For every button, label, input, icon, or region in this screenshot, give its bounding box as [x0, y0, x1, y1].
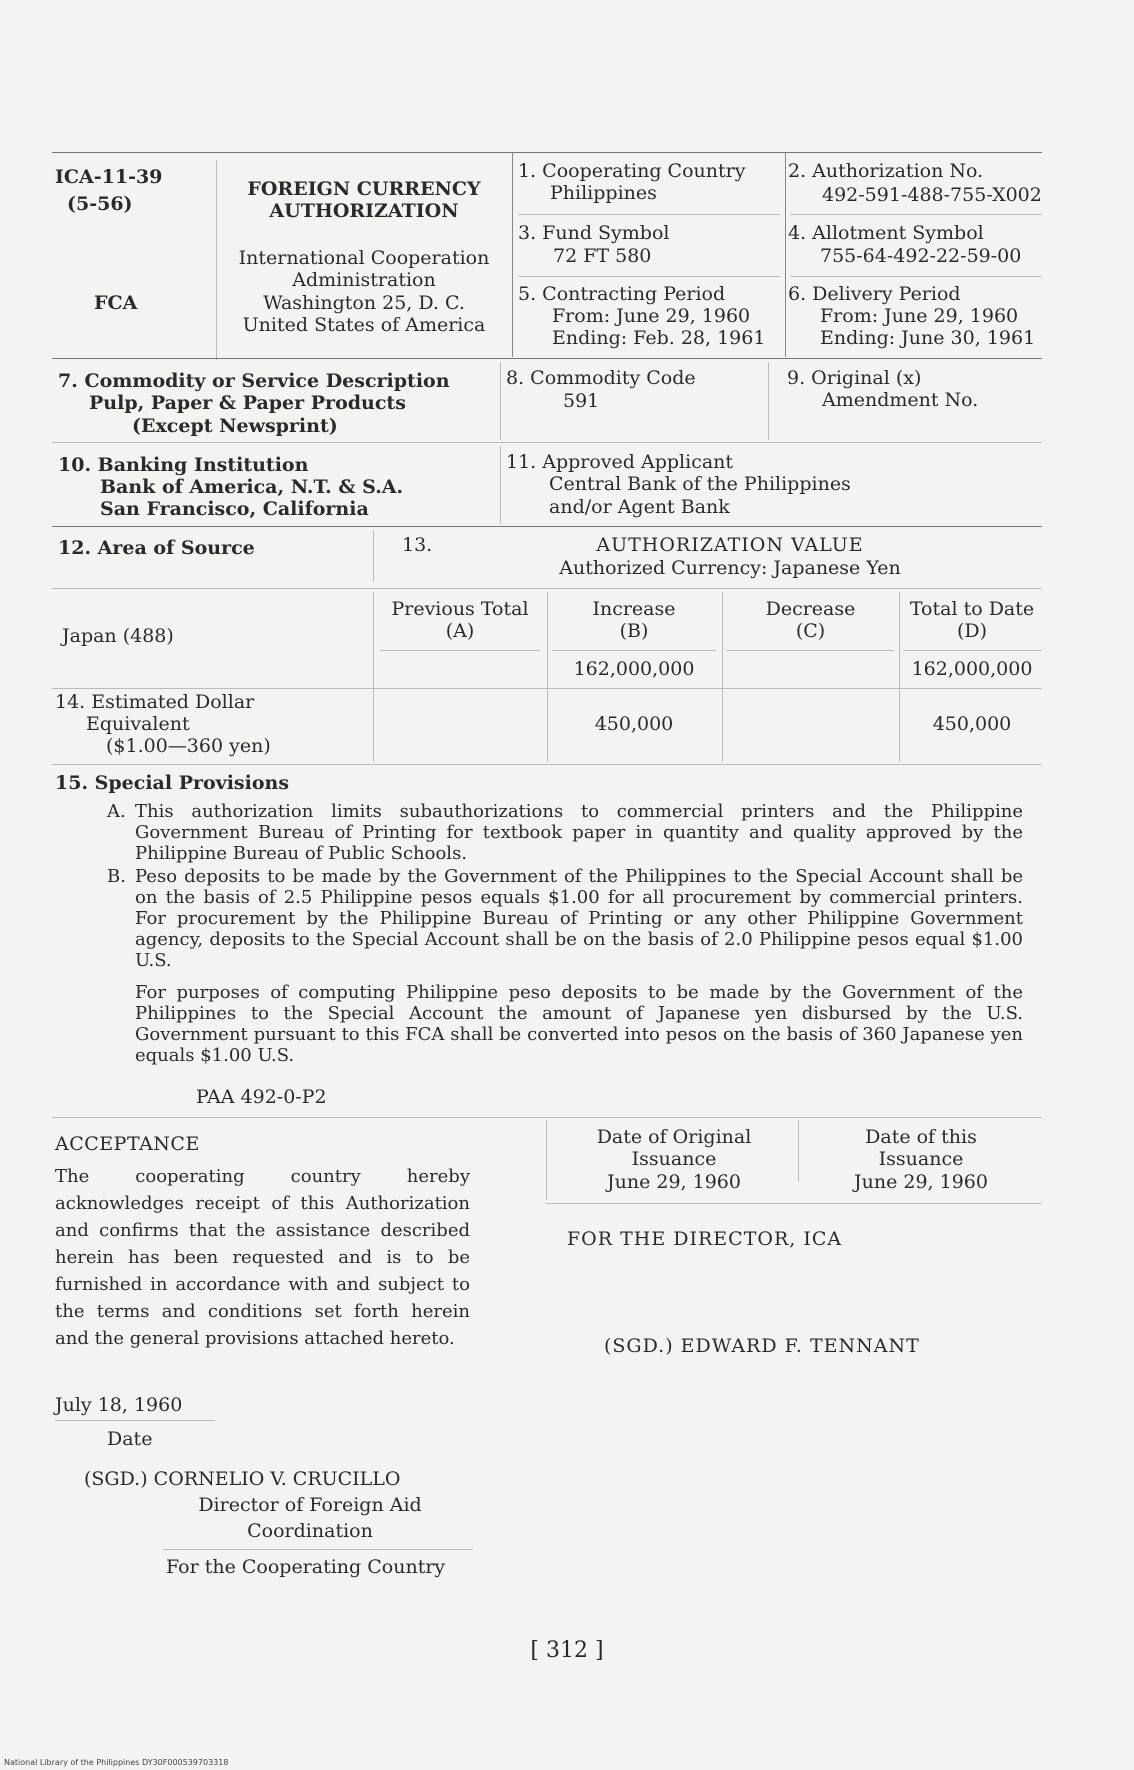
- rule-row10-bottom: [52, 526, 1042, 527]
- field13-number: 13.: [402, 534, 433, 556]
- form-title-line2: AUTHORIZATION: [269, 200, 459, 222]
- agency-line4: United States of America: [242, 314, 486, 336]
- field4-label: 4. Allotment Symbol: [788, 222, 984, 244]
- page-number: [ 312 ]: [530, 1638, 604, 1663]
- field5-ending: Ending: Feb. 28, 1961: [552, 327, 766, 349]
- field10-line2: San Francisco, California: [100, 498, 369, 520]
- rule-3: [518, 276, 780, 277]
- field3-label: 3. Fund Symbol: [518, 222, 670, 244]
- form-number: ICA-11-39: [55, 166, 163, 188]
- field1-value: Philippines: [550, 182, 657, 204]
- rule-table-mid: [52, 688, 1042, 689]
- field8-label: 8. Commodity Code: [506, 367, 696, 389]
- archive-footer: National Library of the Philippines DY30F000539703318: [4, 1758, 229, 1767]
- issuance-rule: [546, 1203, 1042, 1204]
- row7-divider: [500, 362, 501, 440]
- acceptance-title: ACCEPTANCE: [55, 1133, 200, 1155]
- field14-line2: Equivalent: [86, 713, 190, 735]
- field3-value: 72 FT 580: [553, 245, 652, 267]
- table-col-divider-1: [547, 592, 548, 762]
- paa-number: PAA 492-0-P2: [196, 1086, 327, 1108]
- provisions-label: 15. Special Provisions: [55, 772, 290, 794]
- table-header-rule-b: [552, 650, 716, 651]
- rule-4: [790, 276, 1042, 277]
- field14-line1: 14. Estimated Dollar: [55, 691, 255, 713]
- provision-b-text: Peso deposits to be made by the Government of the Philippines to the Special Account shall be on the basis of 2.5 Philippine pesos equals $1.00 for all procurement by commercial printers. For procurement by the Philippine Bureau of Printing or any other Philippine Government agency, deposits to the Special Account shall be on the basis of 2.0 Philippine pesos equal $1.00 U.S.: [135, 866, 1023, 971]
- col-c-key: (C): [795, 620, 826, 642]
- col-b-name: Increase: [592, 598, 676, 620]
- field13-title: AUTHORIZATION VALUE: [596, 534, 864, 556]
- table-header-rule-d: [903, 650, 1042, 651]
- col-d-name: Total to Date: [909, 598, 1035, 620]
- agency-line3: Washington 25, D. C.: [263, 292, 465, 314]
- header-divider-3: [785, 152, 786, 357]
- acceptance-date-label: Date: [107, 1428, 153, 1450]
- field9-value: Amendment No.: [822, 389, 979, 411]
- field14-line3: ($1.00—360 yen): [106, 735, 271, 757]
- top-rule: [52, 152, 1042, 153]
- field7-value-line1: Pulp, Paper & Paper Products: [89, 392, 406, 414]
- field9-label: 9. Original (x): [787, 367, 922, 389]
- table-col-divider-2: [722, 592, 723, 762]
- field11-label: 11. Approved Applicant: [506, 451, 734, 473]
- field8-value: 591: [563, 390, 600, 412]
- row10-divider: [500, 446, 501, 524]
- rule-1: [518, 214, 780, 215]
- table-col-divider-3: [899, 592, 900, 762]
- form-title-line1: FOREIGN CURRENCY: [247, 178, 481, 200]
- rule-provisions-bottom: [52, 1117, 1042, 1118]
- field5-label: 5. Contracting Period: [518, 283, 726, 305]
- this-issuance-date: June 29, 1960: [854, 1171, 988, 1193]
- provision-b-text2: For purposes of computing Philippine peso deposits to be made by the Government of the Philippines to the Special Account the amount of Japanese yen disbursed by the U.S. Government pursuant to this FCA shall be converted into pesos on the basis of 360 Japanese yen equals $1.00 U.S.: [135, 982, 1023, 1066]
- agency-line2: Administration: [292, 269, 436, 291]
- field2-value: 492-591-488-755-X002: [822, 184, 1042, 206]
- col-b-dollar: 450,000: [594, 713, 674, 735]
- issuance-divider-mid: [798, 1120, 799, 1182]
- form-date: (5-56): [67, 193, 133, 215]
- original-issuance-date: June 29, 1960: [607, 1171, 741, 1193]
- col-a-key: (A): [445, 620, 475, 642]
- this-issuance-label2: Issuance: [878, 1148, 964, 1170]
- field12-label: 12. Area of Source: [58, 537, 255, 559]
- header-divider-2: [512, 152, 513, 357]
- field4-value: 755-64-492-22-59-00: [820, 245, 1022, 267]
- field13-currency: Authorized Currency: Japanese Yen: [559, 557, 901, 579]
- for-cooperating-country: For the Cooperating Country: [166, 1556, 446, 1578]
- table-header-rule-a: [380, 650, 540, 651]
- row12-divider: [373, 530, 374, 582]
- rule-row12-bottom: [52, 588, 1042, 589]
- field1-label: 1. Cooperating Country: [518, 160, 746, 182]
- field2-label: 2. Authorization No.: [788, 160, 984, 182]
- table-header-rule-c: [726, 650, 894, 651]
- field7-label: 7. Commodity or Service Description: [58, 370, 450, 392]
- acceptance-text: The cooperating country hereby acknowledges receipt of this Authorization and confirms that the assistance described herein has been requested and is to be furnished in accordance with and subject to the terms and conditions set forth herein and the general provisions attached hereto.: [55, 1166, 470, 1349]
- acceptance-signer-title1: Director of Foreign Aid: [198, 1494, 422, 1516]
- issuance-divider-left: [546, 1120, 547, 1200]
- date-rule: [55, 1420, 215, 1421]
- table-col-divider-0: [373, 592, 374, 762]
- form-abbrev: FCA: [94, 292, 138, 314]
- col-c-name: Decrease: [765, 598, 856, 620]
- provision-a-marker: A.: [107, 801, 126, 822]
- signature-rule: [163, 1549, 473, 1550]
- acceptance-date-value: July 18, 1960: [55, 1394, 183, 1416]
- col-b-key: (B): [619, 620, 649, 642]
- rule-table-bottom: [52, 764, 1042, 765]
- acceptance-signer-title2: Coordination: [247, 1520, 373, 1542]
- source-country: Japan (488): [62, 625, 174, 647]
- field5-from: From: June 29, 1960: [552, 305, 751, 327]
- field7-value-line2: (Except Newsprint): [132, 415, 338, 437]
- provision-a-text: This authorization limits subauthorizations to commercial printers and the Philippine Government Bureau of Printing for textbook paper in quantity and quality approved by the Philippine Bureau of Public Schools.: [135, 801, 1023, 864]
- col-d-dollar: 450,000: [932, 713, 1012, 735]
- field6-ending: Ending: June 30, 1961: [820, 327, 1036, 349]
- col-a-name: Previous Total: [391, 598, 529, 620]
- acceptance-signer: (SGD.) CORNELIO V. CRUCILLO: [84, 1468, 401, 1490]
- col-d-key: (D): [956, 620, 988, 642]
- field6-label: 6. Delivery Period: [788, 283, 961, 305]
- original-issuance-label1: Date of Original: [596, 1126, 752, 1148]
- col-d-value: 162,000,000: [911, 658, 1033, 680]
- rule-row7-bottom: [52, 442, 1042, 443]
- col-b-value: 162,000,000: [573, 658, 695, 680]
- agency-line1: International Cooperation: [238, 247, 490, 269]
- field10-label: 10. Banking Institution: [58, 454, 309, 476]
- provision-b-marker: B.: [107, 866, 126, 887]
- this-issuance-label1: Date of this: [865, 1126, 977, 1148]
- row7-divider-2: [768, 362, 769, 440]
- original-issuance-label2: Issuance: [631, 1148, 717, 1170]
- director-signature: (SGD.) EDWARD F. TENNANT: [604, 1335, 920, 1357]
- header-divider: [216, 160, 217, 360]
- rule-2: [790, 214, 1042, 215]
- rule-header-bottom: [52, 358, 1042, 359]
- for-the-director: FOR THE DIRECTOR, ICA: [567, 1228, 843, 1250]
- field10-line1: Bank of America, N.T. & S.A.: [100, 476, 404, 498]
- field11-line2: and/or Agent Bank: [549, 496, 730, 518]
- field11-line1: Central Bank of the Philippines: [549, 473, 851, 495]
- field6-from: From: June 29, 1960: [820, 305, 1019, 327]
